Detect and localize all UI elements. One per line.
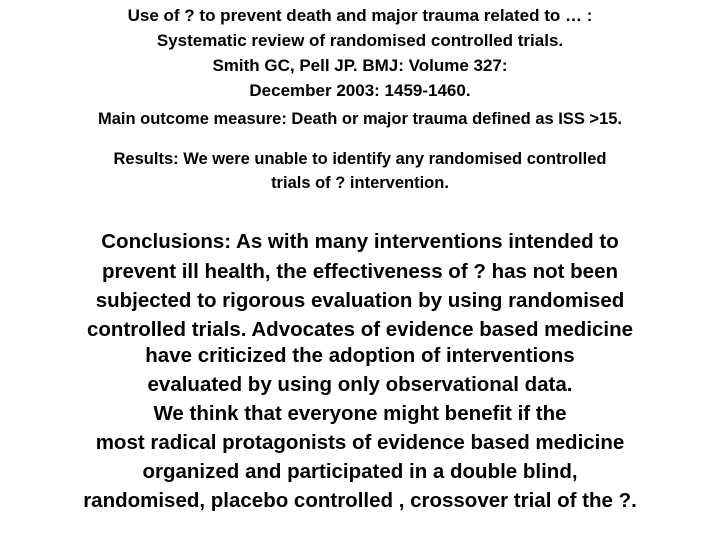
- conclusions-line: have criticized the adoption of interventions: [145, 344, 575, 367]
- title-line: Systematic review of randomised controlled trials.: [156, 31, 564, 50]
- results-line: trials of ? intervention.: [271, 174, 449, 192]
- title-line: Use of ? to prevent death and major trauma related to … :: [127, 6, 593, 25]
- conclusions-line: We think that everyone might benefit if the: [153, 402, 567, 425]
- results-line: Results: We were unable to identify any randomised controlled: [113, 150, 607, 168]
- conclusions-line: subjected to rigorous evaluation by using randomised: [95, 289, 625, 312]
- conclusions-line: randomised, placebo controlled , crossover trial of the ?.: [83, 489, 637, 512]
- conclusions-line: most radical protagonists of evidence based medicine: [95, 431, 625, 454]
- main-outcome-text: Main outcome measure: Death or major trauma defined as ISS >15.: [97, 110, 623, 128]
- conclusions-line: Conclusions: As with many interventions intended to: [101, 230, 619, 253]
- conclusions-line: controlled trials. Advocates of evidence based medicine: [86, 318, 634, 341]
- conclusions-line: organized and participated in a double blind,: [142, 460, 578, 483]
- title-line: Smith GC, Pell JP. BMJ: Volume 327:: [212, 56, 508, 75]
- conclusions-line: prevent ill health, the effectiveness of ? has not been: [101, 260, 619, 283]
- title-line: December 2003: 1459-1460.: [249, 81, 471, 100]
- conclusions-line: evaluated by using only observational data.: [147, 373, 573, 396]
